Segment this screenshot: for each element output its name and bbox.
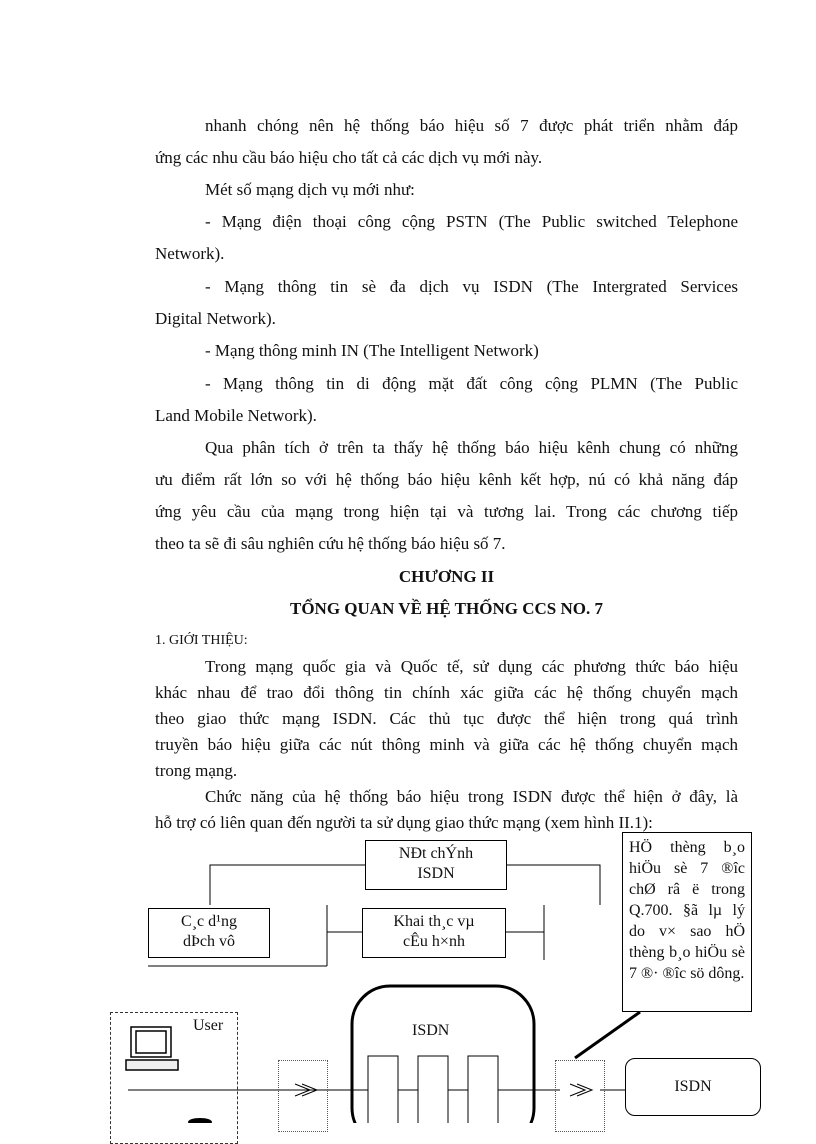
paragraph-line: ứng yêu cầu của mạng trong hiện tại và tương lai. Trong các chương tiếp: [155, 502, 738, 521]
paragraph-line: khác nhau để trao đổi thông tin chính xác giữa các hệ thống chuyển mạch: [155, 683, 738, 702]
section-heading: 1. GIỚI THIỆU:: [155, 633, 248, 648]
paragraph-line: Trong mạng quốc gia và Quốc tế, sử dụng các phương thức báo hiệu: [205, 657, 738, 676]
paragraph-line: - Mạng thông tin sè đa dịch vụ ISDN (The Intergrated Services: [205, 277, 738, 296]
paragraph-line: ưu điểm rất lớn so với hệ thống báo hiệu kênh kết hợp, nú có khả năng đáp: [155, 470, 738, 489]
box-isdn-main-line2: ISDN: [417, 865, 455, 882]
paragraph-line: - Mạng thông minh IN (The Intelligent Network): [205, 341, 539, 360]
paragraph-line: ứng các nhu cầu báo hiệu cho tất cả các dịch vụ mới này.: [155, 148, 543, 167]
paragraph-line: Land Mobile Network).: [155, 406, 317, 425]
interface-zone-left: [278, 1060, 328, 1132]
box-operation-line1: Khai th¸c vµ: [393, 913, 475, 930]
box-operation-line2: cÊu h×nh: [403, 933, 465, 950]
user-label: User: [193, 1017, 224, 1034]
isdn-center-label: ISDN: [412, 1022, 450, 1039]
paragraph-line: hỗ trợ có liên quan đến người ta sử dụng giao thức mạng (xem hình II.1):: [155, 813, 653, 832]
paragraph-line: Mét số mạng dịch vụ mới như:: [205, 180, 415, 199]
paragraph-line: truyền báo hiệu giữa các nút thông minh và giữa các hệ thống chuyển mạch: [155, 735, 738, 754]
paragraph-line: trong mạng.: [155, 761, 238, 780]
paragraph-line: nhanh chóng nên hệ thống báo hiệu số 7 được phát triển nhằm đáp: [205, 116, 738, 135]
box-service-line2: dÞch vô: [183, 933, 235, 950]
box-service-line1: C¸c d¹ng: [181, 913, 237, 930]
paragraph-line: - Mạng thông tin di động mặt đất công cộng PLMN (The Public: [205, 374, 738, 393]
box-operation-config: [362, 908, 506, 958]
paragraph-line: theo ta sẽ đi sâu nghiên cứu hệ thống báo hiệu số 7.: [155, 534, 506, 553]
paragraph-line: - Mạng điện thoại công cộng PSTN (The Public switched Telephone: [205, 212, 738, 231]
interface-zone-right: [555, 1060, 605, 1132]
box-isdn-main: [365, 840, 507, 890]
paragraph-line: Digital Network).: [155, 309, 276, 328]
chapter-label: CHƯƠNG II: [398, 567, 495, 586]
paragraph-line: Network).: [155, 244, 225, 263]
paragraph-line: Chức năng của hệ thống báo hiệu trong ISDN được thể hiện ở đây, là: [205, 787, 738, 806]
paragraph-line: Qua phân tích ở trên ta thấy hệ thống báo hiệu kênh chung có những: [205, 438, 738, 457]
box-isdn-main-line1: NĐt chÝnh: [398, 845, 474, 862]
paragraph-line: theo giao thức mạng ISDN. Các thủ tục được thể hiện trong quá trình: [155, 709, 738, 728]
box-service-types: [148, 908, 270, 958]
isdn-right-box: ISDN: [625, 1058, 761, 1116]
note-box: HÖ thèng b¸o hiÖu sè 7 ®îc chØ râ ë trong Q.700. §ã lµ lý do v× sao hÖ thèng b¸o hiÖu sè 7 ®· ®îc sö dông.: [622, 832, 752, 1012]
chapter-title: TỔNG QUAN VỀ HỆ THỐNG CCS NO. 7: [290, 599, 603, 618]
